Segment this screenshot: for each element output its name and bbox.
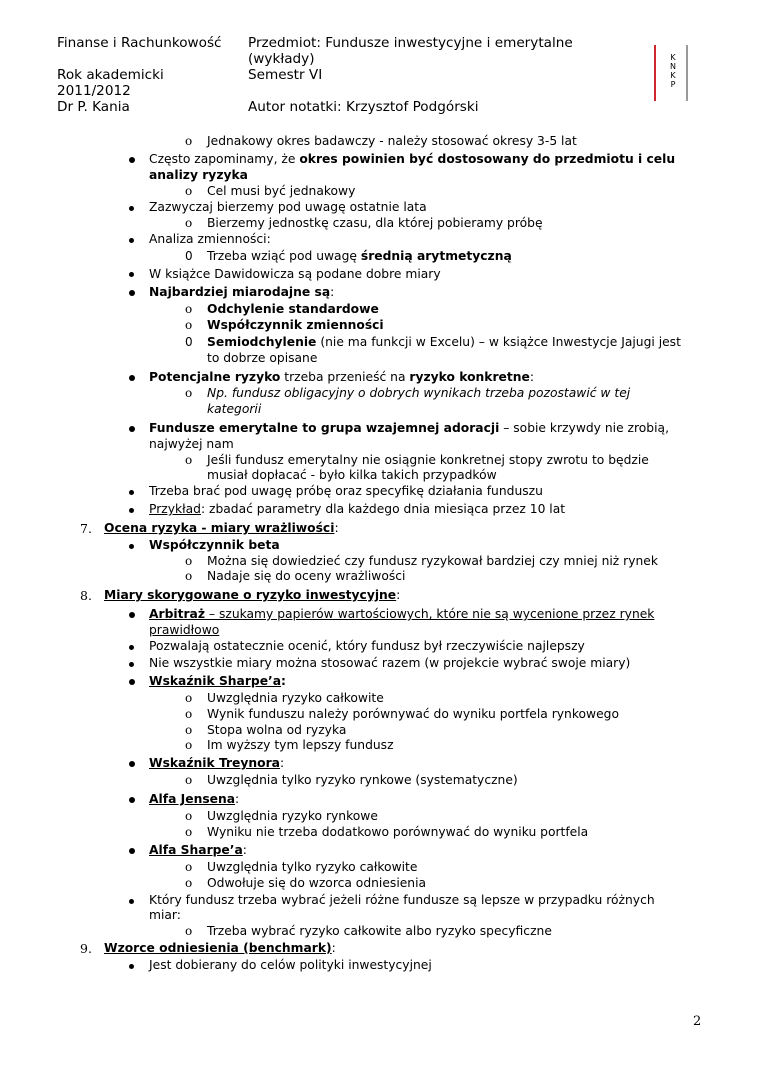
list-item: Odchylenie standardowe: [207, 302, 379, 316]
list-item-cont: kategorii: [207, 402, 262, 416]
sub-bullet: o: [185, 302, 193, 316]
list-item-cont: analizy ryzyka: [149, 168, 248, 182]
header-lecturer: Dr P. Kania: [57, 99, 130, 115]
logo-left-line: [654, 45, 656, 101]
list-item: Odwołuje się do wzorca odniesienia: [207, 876, 427, 890]
list-item: Np. fundusz obligacyjny o dobrych wynikach trzeba pozostawić w tej: [207, 386, 631, 400]
bullet-dot: [129, 848, 135, 854]
list-item: Współczynnik zmienności: [207, 318, 384, 332]
header-subject: Przedmiot: Fundusze inwestycyjne i emerytalne: [248, 35, 573, 51]
list-item: Cel musi być jednakowy: [207, 184, 356, 198]
bullet-dot: [129, 490, 134, 495]
sub-bullet: 0: [185, 249, 193, 263]
sub-bullet: o: [185, 554, 193, 568]
header-author: Autor notatki: Krzysztof Podgórski: [248, 99, 479, 115]
list-item-cont: prawidłowo: [149, 623, 220, 637]
section-number: 9.: [80, 941, 92, 956]
sub-bullet: o: [185, 691, 193, 705]
bullet-dot: [129, 612, 135, 618]
bullet-dot: [129, 426, 135, 432]
list-item: Jest dobierany do celów polityki inwestycyjnej: [149, 958, 432, 972]
section-heading: Miary skorygowane o ryzyko inwestycyjne:: [104, 588, 401, 602]
header-year-value: 2011/2012: [57, 83, 131, 99]
sub-bullet: o: [185, 924, 193, 938]
section-number: 8.: [80, 588, 92, 603]
sub-bullet: o: [185, 876, 193, 890]
logo-letter: K: [670, 71, 676, 80]
logo-right-line: [686, 45, 688, 101]
list-item: Alfa Jensena:: [149, 792, 240, 806]
list-item: Który fundusz trzeba wybrać jeżeli różne fundusze są lepsze w przypadku różnych: [149, 893, 655, 907]
list-item: Alfa Sharpe’a:: [149, 843, 247, 857]
sub-bullet: 0: [185, 335, 193, 349]
list-item: Jednakowy okres badawczy - należy stosować okresy 3-5 lat: [207, 134, 577, 148]
sub-bullet: o: [185, 134, 193, 148]
list-item: Trzeba wziąć pod uwagę średnią arytmetyczną: [207, 249, 512, 263]
sub-bullet: o: [185, 569, 193, 583]
list-item-cont: to dobrze opisane: [207, 351, 318, 365]
list-item: Jeśli fundusz emerytalny nie osiągnie konkretnej stopy zwrotu to będzie: [207, 453, 649, 467]
logo-letter: N: [670, 62, 676, 71]
bullet-dot: [129, 645, 134, 650]
bullet-dot: [129, 238, 134, 243]
bullet-dot: [129, 662, 134, 667]
bullet-dot: [129, 508, 134, 513]
list-item: Najbardziej miarodajne są:: [149, 285, 335, 299]
bullet-dot: [129, 761, 135, 767]
list-item: Współczynnik beta: [149, 538, 280, 552]
list-item: Uwzględnia tylko ryzyko rynkowe (systematyczne): [207, 773, 518, 787]
bullet-dot: [129, 679, 135, 685]
section-heading: Ocena ryzyka - miary wrażliwości:: [104, 521, 339, 535]
list-item: Semiodchylenie (nie ma funkcji w Excelu) – w książce Inwestycje Jajugi jest: [207, 335, 681, 349]
list-item: Wyniku nie trzeba dodatkowo porównywać do wyniku portfela: [207, 825, 589, 839]
sub-bullet: o: [185, 216, 193, 230]
list-item: Trzeba wybrać ryzyko całkowite albo ryzyko specyficzne: [207, 924, 552, 938]
page-number: 2: [693, 1014, 702, 1029]
list-item-cont: musiał dopłacać - było kilka takich przypadków: [207, 468, 497, 482]
bullet-dot: [129, 206, 134, 211]
sub-bullet: o: [185, 707, 193, 721]
list-item: Potencjalne ryzyko trzeba przenieść na ryzyko konkretne:: [149, 370, 534, 384]
list-item: Arbitraż – szukamy papierów wartościowych, które nie są wycenione przez rynek: [149, 607, 655, 621]
header-semester: Semestr VI: [248, 67, 323, 83]
list-item: Uwzględnia ryzyko rynkowe: [207, 809, 378, 823]
list-item: Nie wszystkie miary można stosować razem (w projekcie wybrać swoje miary): [149, 656, 631, 670]
sub-bullet: o: [185, 809, 193, 823]
list-item: Fundusze emerytalne to grupa wzajemnej adoracji – sobie krzywdy nie zrobią,: [149, 421, 669, 435]
list-item: Przykład: zbadać parametry dla każdego dnia miesiąca przez 10 lat: [149, 502, 566, 516]
bullet-dot: [129, 964, 134, 969]
bullet-dot: [129, 290, 135, 296]
list-item: W książce Dawidowicza są podane dobre miary: [149, 267, 441, 281]
header-subject-note: (wykłady): [248, 51, 315, 67]
sub-bullet: o: [185, 184, 193, 198]
bullet-dot: [129, 272, 134, 277]
list-item: Uwzględnia tylko ryzyko całkowite: [207, 860, 418, 874]
list-item: Bierzemy jednostkę czasu, dla której pobieramy próbę: [207, 216, 543, 230]
list-item: Często zapominamy, że okres powinien być dostosowany do przedmiotu i celu: [149, 152, 676, 166]
sub-bullet: o: [185, 860, 193, 874]
sub-bullet: o: [185, 453, 193, 467]
bullet-dot: [129, 157, 135, 163]
header-year-label: Rok akademicki: [57, 67, 164, 83]
list-item-cont: najwyżej nam: [149, 437, 234, 451]
list-item: Im wyższy tym lepszy fundusz: [207, 738, 394, 752]
sub-bullet: o: [185, 723, 193, 737]
section-heading: Wzorce odniesienia (benchmark):: [104, 941, 336, 955]
sub-bullet: o: [185, 825, 193, 839]
bullet-dot: [129, 375, 135, 381]
list-item: Wskaźnik Sharpe’a:: [149, 674, 286, 688]
bullet-dot: [129, 544, 134, 549]
list-item: Można się dowiedzieć czy fundusz ryzykował bardziej czy mniej niż rynek: [207, 554, 658, 568]
list-item: Zazwyczaj bierzemy pod uwagę ostatnie lata: [149, 200, 427, 214]
list-item: Pozwalają ostatecznie ocenić, który fundusz był rzeczywiście najlepszy: [149, 639, 585, 653]
sub-bullet: o: [185, 738, 193, 752]
bullet-dot: [129, 899, 134, 904]
section-number: 7.: [80, 521, 92, 536]
sub-bullet: o: [185, 773, 193, 787]
sub-bullet: o: [185, 318, 193, 332]
list-item: Uwzględnia ryzyko całkowite: [207, 691, 384, 705]
logo-letter: K: [670, 53, 676, 62]
list-item: Wskaźnik Treynora:: [149, 756, 285, 770]
list-item: Analiza zmienności:: [149, 232, 271, 246]
list-item: Nadaje się do oceny wrażliwości: [207, 569, 406, 583]
list-item-cont: miar:: [149, 908, 181, 922]
logo-letter: P: [670, 80, 676, 89]
knkp-logo: [654, 45, 688, 101]
sub-bullet: o: [185, 386, 193, 400]
list-item: Wynik funduszu należy porównywać do wyniku portfela rynkowego: [207, 707, 619, 721]
list-item: Stopa wolna od ryzyka: [207, 723, 347, 737]
header-course: Finanse i Rachunkowość: [57, 35, 222, 51]
list-item: Trzeba brać pod uwagę próbę oraz specyfikę działania funduszu: [149, 484, 543, 498]
bullet-dot: [129, 797, 135, 803]
